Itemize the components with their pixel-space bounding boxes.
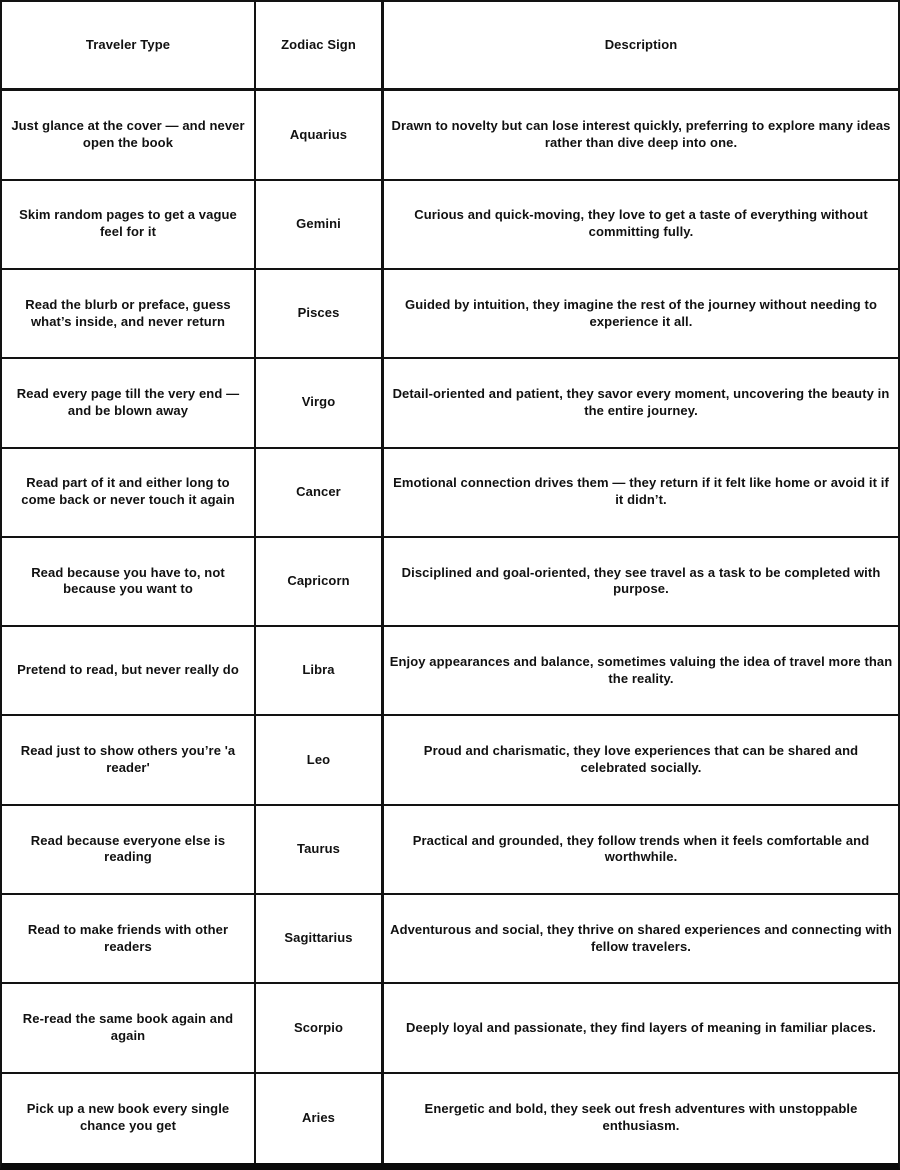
cell-zodiac-sign: Aquarius <box>256 91 384 180</box>
column-header-traveler-type: Traveler Type <box>2 2 256 91</box>
cell-traveler-type: Skim random pages to get a vague feel for it <box>2 181 256 270</box>
cell-zodiac-sign: Pisces <box>256 270 384 359</box>
cell-traveler-type: Read to make friends with other readers <box>2 895 256 984</box>
cell-traveler-type: Just glance at the cover — and never open the book <box>2 91 256 180</box>
cell-traveler-type: Read because you have to, not because you want to <box>2 538 256 627</box>
cell-description: Energetic and bold, they seek out fresh adventures with unstoppable enthusiasm. <box>424 1101 858 1134</box>
cell-zodiac-sign: Taurus <box>256 806 384 895</box>
cell-zodiac-sign: Capricorn <box>256 538 384 627</box>
cell-zodiac-sign: Aries <box>256 1074 384 1163</box>
cell-zodiac-sign: Virgo <box>256 359 384 448</box>
column-header-zodiac-sign: Zodiac Sign <box>256 2 384 91</box>
cell-description: Deeply loyal and passionate, they find layers of meaning in familiar places. <box>384 984 898 1073</box>
cell-zodiac-sign: Sagittarius <box>256 895 384 984</box>
cell-description: Enjoy appearances and balance, sometimes valuing the idea of travel more than the reality. <box>384 627 898 716</box>
cell-description: Adventurous and social, they thrive on shared experiences and connecting with fellow travelers. <box>384 895 898 984</box>
cell-zodiac-sign: Gemini <box>256 181 384 270</box>
cell-traveler-type: Pretend to read, but never really do <box>2 627 256 716</box>
cell-description: Emotional connection drives them — they return if it felt like home or avoid it if it didn’t. <box>384 449 898 538</box>
cell-description: Practical and grounded, they follow trends when it feels comfortable and worthwhile. <box>384 806 898 895</box>
cell-traveler-type: Read because everyone else is reading <box>2 806 256 895</box>
cell-zodiac-sign: Cancer <box>256 449 384 538</box>
cell-traveler-type: Read the blurb or preface, guess what’s inside, and never return <box>2 270 256 359</box>
cell-description: Curious and quick-moving, they love to get a taste of everything without committing fully. <box>384 181 898 270</box>
cell-description: Disciplined and goal-oriented, they see travel as a task to be completed with purpose. <box>384 538 898 627</box>
column-header-description: Description <box>384 2 898 91</box>
cell-description: Drawn to novelty but can lose interest quickly, preferring to explore many ideas rather than dive deep into one. <box>384 91 898 180</box>
cell-traveler-type: Pick up a new book every single chance you get <box>2 1074 256 1163</box>
cell-zodiac-sign: Leo <box>256 716 384 805</box>
cell-traveler-type: Read part of it and either long to come back or never touch it again <box>2 449 256 538</box>
cell-description: Guided by intuition, they imagine the rest of the journey without needing to experience it all. <box>384 270 898 359</box>
cell-description: Detail-oriented and patient, they savor every moment, uncovering the beauty in the entire journey. <box>384 359 898 448</box>
cell-traveler-type: Read every page till the very end — and be blown away <box>2 359 256 448</box>
cell-traveler-type: Re-read the same book again and again <box>2 984 256 1073</box>
cell-zodiac-sign: Libra <box>256 627 384 716</box>
cell-zodiac-sign: Scorpio <box>256 984 384 1073</box>
cell-traveler-type: Read just to show others you’re 'a reader' <box>2 716 256 805</box>
cell-description: Proud and charismatic, they love experiences that can be shared and celebrated socially. <box>384 716 898 805</box>
